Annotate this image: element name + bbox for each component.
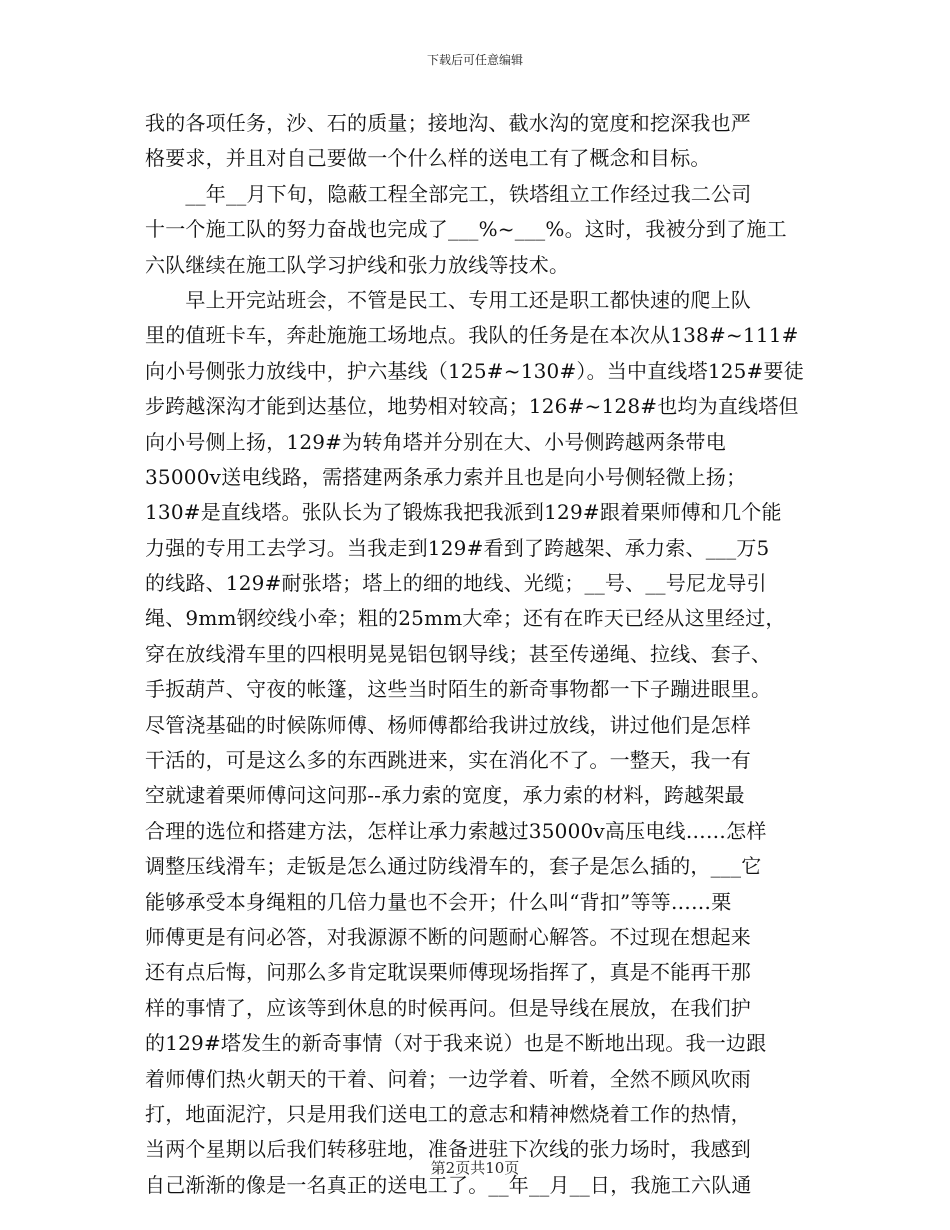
text-line: 当两个星期以后我们转移驻地，准备进驻下次线的张力场时，我感到: [145, 1137, 751, 1162]
text-line: 步跨越深沟才能到达基位，地势相对较高；126#~128#也均为直线塔但: [145, 394, 799, 419]
text-line: 还有点后悔，问那么多肯定耽误栗师傅现场指挥了，真是不能再干那: [145, 960, 751, 985]
text-line: 向小号侧张力放线中，护六基线（125#~130#）。当中直线塔125#要徒: [145, 358, 804, 383]
text-line: 的线路、129#耐张塔；塔上的细的地线、光缆；__号、__号尼龙导引: [145, 571, 767, 596]
text-line: 合理的选位和搭建方法，怎样让承力索越过35000v高压电线……怎样: [145, 818, 767, 843]
text-line: 我的各项任务，沙、石的质量；接地沟、截水沟的宽度和挖深我也严: [145, 111, 751, 135]
text-line: 自己渐渐的像是一名真正的送电工了。__年__月__日，我施工六队通: [145, 1172, 752, 1197]
text-line: 十一个施工队的努力奋战也完成了___%~___%。这时，我被分到了施工: [145, 217, 787, 242]
text-line: 着师傅们热火朝天的干着、问着；一边学着、听着，全然不顾风吹雨: [145, 1066, 751, 1091]
text-line: 格要求，并且对自己要做一个什么样的送电工有了概念和目标。: [145, 146, 711, 171]
text-line: 空就逮着栗师傅问这问那--承力索的宽度，承力索的材料，跨越架最: [145, 783, 745, 808]
text-line: 130#是直线塔。张队长为了锻炼我把我派到129#跟着栗师傅和几个能: [145, 500, 782, 525]
text-line: 早上开完站班会，不管是民工、专用工还是职工都快速的爬上队: [145, 287, 751, 312]
text-line: 35000v送电线路，需搭建两条承力索并且也是向小号侧轻微上扬；: [145, 464, 747, 489]
text-line: 调整压线滑车；走钣是怎么通过防线滑车的，套子是怎么插的，___它: [145, 854, 762, 879]
page-number: 第2页共10页: [430, 1159, 520, 1177]
text-line: 手扳葫芦、守夜的帐篷，这些当时陌生的新奇事物都一下子蹦进眼里。: [145, 677, 772, 702]
text-line: 六队继续在施工队学习护线和张力放线等技术。: [145, 252, 570, 277]
text-line: 样的事情了，应该等到休息的时候再问。但是导线在展放，在我们护: [145, 995, 751, 1020]
text-line: __年__月下旬，隐蔽工程全部完工，铁塔组立工作经过我二公司: [145, 181, 752, 206]
text-line: 的129#塔发生的新奇事情（对于我来说）也是不断地出现。我一边跟: [145, 1031, 767, 1056]
text-line: 里的值班卡车，奔赴施施工场地点。我队的任务是在本次从138#~111#: [145, 323, 799, 348]
page-header: 下载后可任意编辑: [426, 53, 523, 67]
text-line: 绳、9mm钢绞线小牵；粗的25mm大牵；还有在昨天已经从这里经过，: [145, 606, 786, 631]
text-line: 能够承受本身绳粗的几倍力量也不会开；什么叫“背扣”等等……栗: [145, 889, 732, 914]
text-line: 力强的专用工去学习。当我走到129#看到了跨越架、承力索、___万5: [145, 535, 770, 560]
text-line: 师傅更是有问必答，对我源源不断的问题耐心解答。不过现在想起来: [145, 924, 751, 949]
text-line: 向小号侧上扬，129#为转角塔并分别在大、小号侧跨越两条带电: [145, 429, 726, 454]
body-text: [145, 106, 805, 1203]
text-line: 打，地面泥泞，只是用我们送电工的意志和精神燃烧着工作的热情，: [145, 1101, 751, 1126]
text-line: 尽管浇基础的时候陈师傅、杨师傅都给我讲过放线，讲过他们是怎样: [145, 712, 751, 737]
text-line: 穿在放线滑车里的四根明晃晃铝包钢导线；甚至传递绳、拉线、套子、: [145, 641, 772, 666]
text-line: 干活的，可是这么多的东西跳进来，实在消化不了。一整天，我一有: [145, 748, 751, 773]
